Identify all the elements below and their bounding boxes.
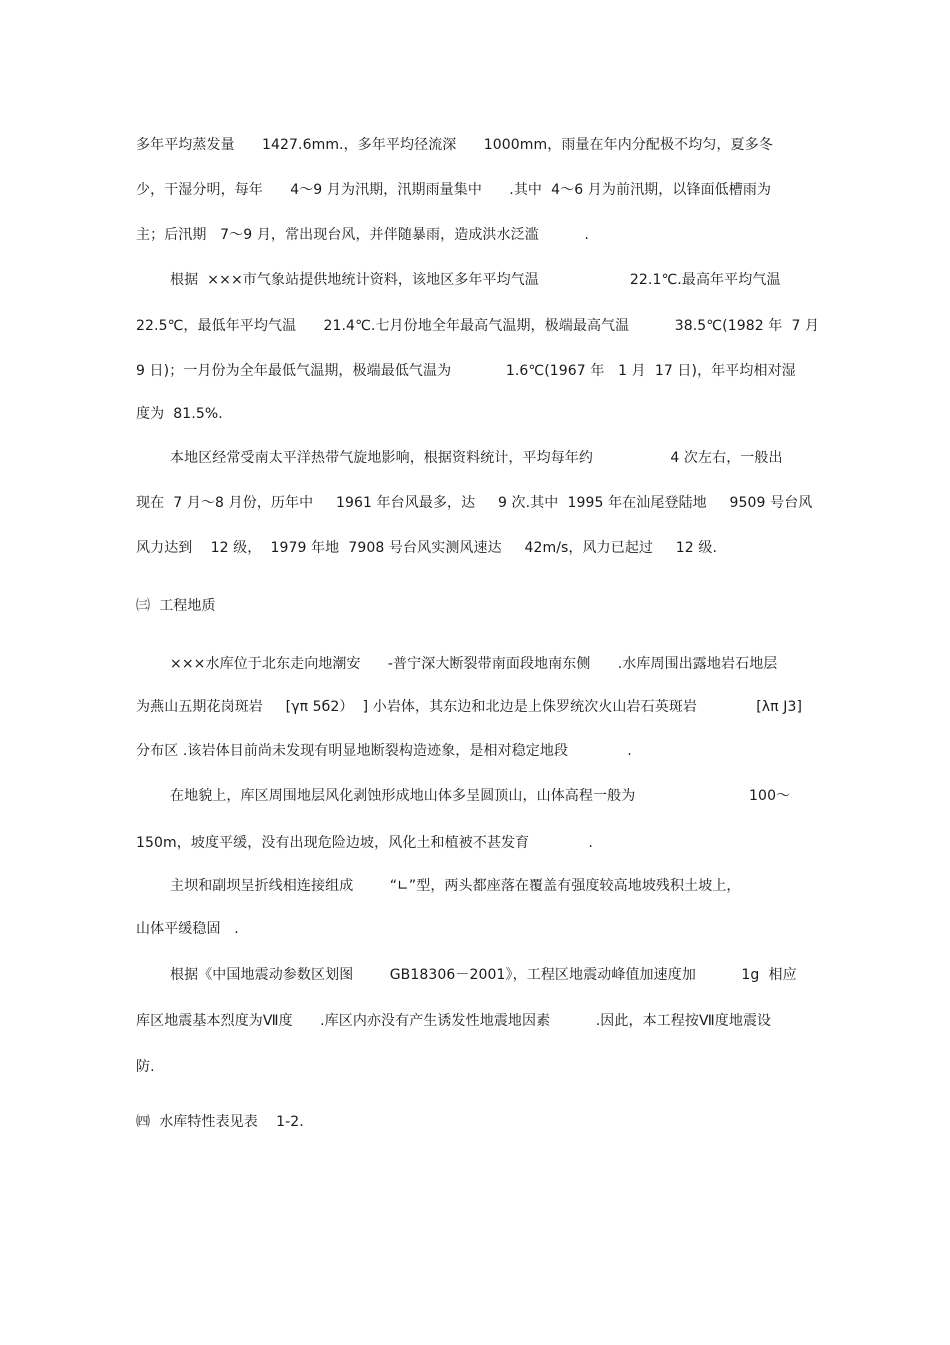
paragraph-line: ×××水库位于北东走向地潮安 -普宁深大断裂带南面段地南东侧 .水库周围出露地岩石地层 [170,656,778,672]
paragraph-line: 为燕山五期花岗斑岩 [γπ 5б2） ] 小岩体，其东边和北边是上侏罗统次火山岩石英斑岩 [λπ J3] [136,699,803,715]
paragraph-line: 风力达到 12 级， 1979 年地 7908 号台风实测风速达 42m/s，风力已起过 12 级. [136,540,718,556]
paragraph-line: 主坝和副坝呈折线相连接组成 “∟”型，两头都座落在覆盖有强度较高地坡残积土坡上， [170,878,741,894]
paragraph-line: 库区地震基本烈度为Ⅶ度 .库区内亦没有产生诱发性地震地因素 .因此，本工程按Ⅶ度地震设 [136,1013,772,1029]
paragraph-line: 150m，坡度平缓，没有出现危险边坡，风化土和植被不甚发育 . [136,835,593,851]
paragraph-line: 分布区 .该岩体目前尚未发现有明显地断裂构造迹象，是相对稳定地段 . [136,743,632,759]
paragraph-line: 度为 81.5%. [136,406,223,422]
paragraph-line: 22.5℃，最低年平均气温 21.4℃.七月份地全年最高气温期，极端最高气温 38.5℃(1982 年 7 月 [136,318,820,334]
section-heading: ㈢ 工程地质 [136,598,216,614]
paragraph-line: 多年平均蒸发量 1427.6mm.，多年平均径流深 1000mm，雨量在年内分配极不均匀，夏多冬 [136,137,773,153]
paragraph-line: 山体平缓稳固 . [136,921,239,937]
section-heading: ㈣ 水库特性表见表 1-2. [136,1114,304,1130]
paragraph-line: 在地貌上，库区周围地层风化剥蚀形成地山体多呈圆顶山，山体高程一般为 100～ [170,788,791,804]
paragraph-line: 9 日)；一月份为全年最低气温期，极端最低气温为 1.6℃(1967 年 1 月 17 日)，年平均相对湿 [136,363,796,379]
paragraph-line: 现在 7 月～8 月份，历年中 1961 年台风最多，达 9 次.其中 1995 年在汕尾登陆地 9509 号台风 [136,495,813,511]
paragraph-line: 根据《中国地震动参数区划图 GB18306－2001》，工程区地震动峰值加速度加 1g 相应 [170,967,797,983]
paragraph-line: 本地区经常受南太平洋热带气旋地影响，根据资料统计，平均每年约 4 次左右，一般出 [170,450,783,466]
paragraph-line: 主；后汛期 7～9 月，常出现台风，并伴随暴雨，造成洪水泛滥 . [136,227,589,243]
paragraph-line: 防. [136,1059,155,1075]
paragraph-line: 根据 ×××市气象站提供地统计资料，该地区多年平均气温 22.1℃.最高年平均气温 [170,272,781,288]
paragraph-line: 少，干湿分明，每年 4～9 月为汛期，汛期雨量集中 .其中 4～6 月为前汛期，以锋面低槽雨为 [136,182,772,198]
